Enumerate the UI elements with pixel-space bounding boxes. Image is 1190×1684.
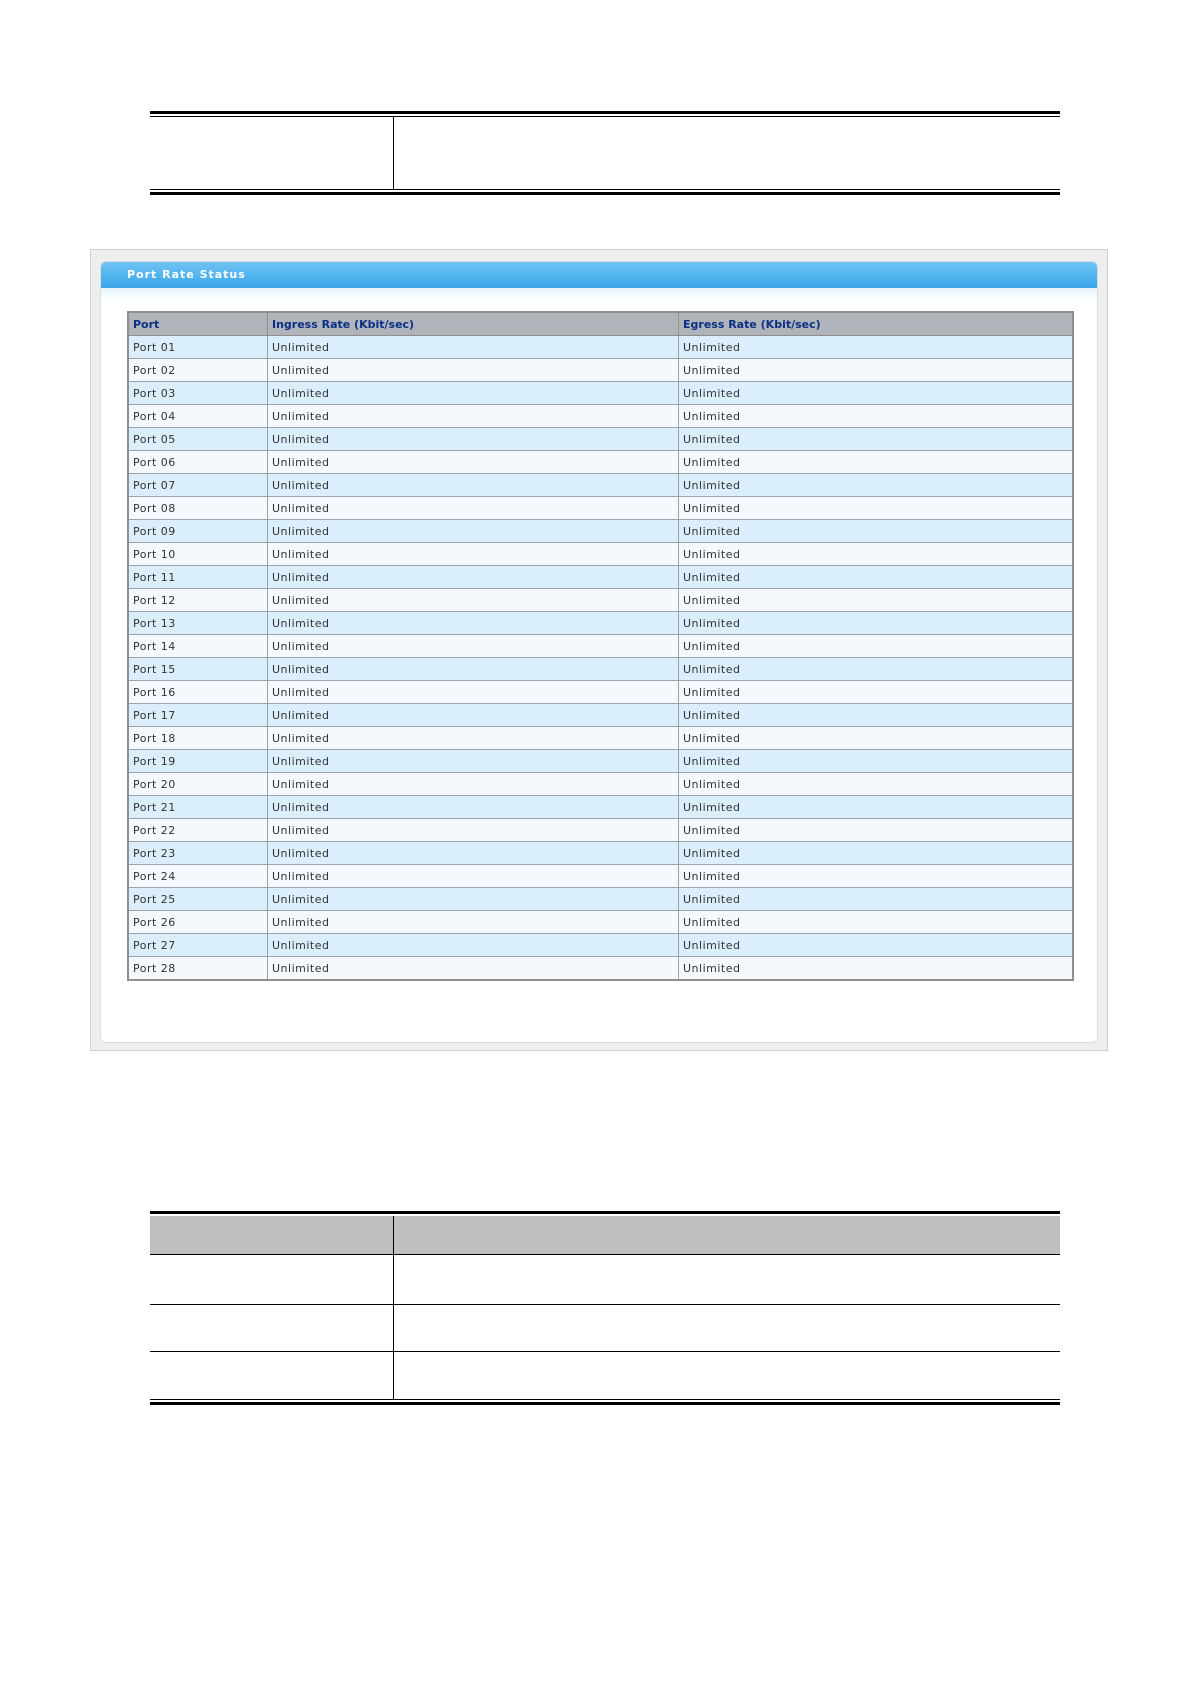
cell-ingress-rate: Unlimited — [268, 727, 679, 750]
table-row — [128, 382, 1073, 405]
cell-port: Port 28 — [128, 957, 268, 981]
cell-port: Port 09 — [128, 520, 268, 543]
cell-port: Port 22 — [128, 819, 268, 842]
cell-egress-rate: Unlimited — [679, 359, 1074, 382]
cell-egress-rate: Unlimited — [679, 819, 1074, 842]
cell-port: Port 25 — [128, 888, 268, 911]
table-row — [128, 819, 1073, 842]
cell-egress-rate: Unlimited — [679, 474, 1074, 497]
cell-port: Port 13 — [128, 612, 268, 635]
cell-port: Port 11 — [128, 566, 268, 589]
cell-port: Port 02 — [128, 359, 268, 382]
cell-egress-rate: Unlimited — [679, 888, 1074, 911]
cell-ingress-rate: Unlimited — [268, 543, 679, 566]
cell-port: Port 08 — [128, 497, 268, 520]
table-row — [128, 842, 1073, 865]
table-header-row — [128, 312, 1073, 336]
cell-ingress-rate: Unlimited — [268, 612, 679, 635]
table-row — [128, 451, 1073, 474]
port-rate-status-panel — [100, 261, 1098, 1043]
cell-egress-rate: Unlimited — [679, 589, 1074, 612]
cell-port: Port 21 — [128, 796, 268, 819]
table-rule — [150, 111, 1060, 114]
cell-egress-rate: Unlimited — [679, 750, 1074, 773]
cell-ingress-rate: Unlimited — [268, 635, 679, 658]
cell-port: Port 18 — [128, 727, 268, 750]
column-header-ingress-rate: Ingress Rate (Kbit/sec) — [268, 312, 679, 336]
table-rule — [150, 1211, 1060, 1214]
table-row — [128, 497, 1073, 520]
table-row — [128, 750, 1073, 773]
cell-egress-rate: Unlimited — [679, 543, 1074, 566]
cell-egress-rate: Unlimited — [679, 704, 1074, 727]
cell-port: Port 24 — [128, 865, 268, 888]
cell-egress-rate: Unlimited — [679, 842, 1074, 865]
column-header-egress-rate: Egress Rate (Kbit/sec) — [679, 312, 1074, 336]
cell-ingress-rate: Unlimited — [268, 474, 679, 497]
cell-ingress-rate: Unlimited — [268, 497, 679, 520]
cell-ingress-rate: Unlimited — [268, 405, 679, 428]
cell-ingress-rate: Unlimited — [268, 865, 679, 888]
table-row — [128, 658, 1073, 681]
cell-egress-rate: Unlimited — [679, 612, 1074, 635]
cell-port: Port 07 — [128, 474, 268, 497]
cell-port: Port 06 — [128, 451, 268, 474]
cell-ingress-rate: Unlimited — [268, 888, 679, 911]
cell-ingress-rate: Unlimited — [268, 566, 679, 589]
cell-port: Port 01 — [128, 336, 268, 359]
description-table-bottom — [150, 1211, 1060, 1406]
cell-port: Port 27 — [128, 934, 268, 957]
table-rule — [150, 116, 1060, 117]
cell-ingress-rate: Unlimited — [268, 382, 679, 405]
table-body — [128, 336, 1073, 981]
cell-egress-rate: Unlimited — [679, 796, 1074, 819]
table-row — [128, 589, 1073, 612]
port-rate-table — [127, 311, 1074, 981]
table-row — [128, 336, 1073, 359]
table-rule — [150, 192, 1060, 195]
cell-ingress-rate: Unlimited — [268, 428, 679, 451]
cell-ingress-rate: Unlimited — [268, 934, 679, 957]
table-row — [128, 635, 1073, 658]
table-rule — [150, 1399, 1060, 1400]
table-row — [128, 543, 1073, 566]
cell-port: Port 14 — [128, 635, 268, 658]
cell-port: Port 26 — [128, 911, 268, 934]
cell-egress-rate: Unlimited — [679, 497, 1074, 520]
cell-ingress-rate: Unlimited — [268, 819, 679, 842]
cell-ingress-rate: Unlimited — [268, 681, 679, 704]
cell-port: Port 15 — [128, 658, 268, 681]
cell-egress-rate: Unlimited — [679, 520, 1074, 543]
cell-port: Port 04 — [128, 405, 268, 428]
cell-port: Port 05 — [128, 428, 268, 451]
table-row — [128, 865, 1073, 888]
cell-ingress-rate: Unlimited — [268, 359, 679, 382]
port-rate-status-screenshot — [90, 249, 1108, 1051]
row-divider — [150, 1351, 1060, 1352]
cell-egress-rate: Unlimited — [679, 773, 1074, 796]
cell-port: Port 16 — [128, 681, 268, 704]
table-row — [128, 428, 1073, 451]
cell-ingress-rate: Unlimited — [268, 957, 679, 981]
table-rule — [150, 189, 1060, 190]
table-rule — [150, 1402, 1060, 1405]
table-row — [128, 405, 1073, 428]
row-divider — [150, 1304, 1060, 1305]
table-row — [128, 934, 1073, 957]
description-table-top — [150, 111, 1060, 196]
column-divider — [393, 1216, 394, 1399]
table-header-shade — [150, 1216, 1060, 1254]
panel-header — [101, 262, 1097, 289]
cell-egress-rate: Unlimited — [679, 865, 1074, 888]
cell-ingress-rate: Unlimited — [268, 589, 679, 612]
cell-port: Port 23 — [128, 842, 268, 865]
cell-port: Port 17 — [128, 704, 268, 727]
cell-egress-rate: Unlimited — [679, 382, 1074, 405]
cell-egress-rate: Unlimited — [679, 336, 1074, 359]
cell-egress-rate: Unlimited — [679, 727, 1074, 750]
cell-port: Port 03 — [128, 382, 268, 405]
table-row — [128, 474, 1073, 497]
cell-egress-rate: Unlimited — [679, 451, 1074, 474]
cell-egress-rate: Unlimited — [679, 681, 1074, 704]
table-row — [128, 911, 1073, 934]
cell-port: Port 19 — [128, 750, 268, 773]
table-row — [128, 704, 1073, 727]
cell-ingress-rate: Unlimited — [268, 704, 679, 727]
cell-port: Port 10 — [128, 543, 268, 566]
cell-ingress-rate: Unlimited — [268, 451, 679, 474]
table-row — [128, 681, 1073, 704]
column-header-port: Port — [128, 312, 268, 336]
cell-port: Port 12 — [128, 589, 268, 612]
cell-egress-rate: Unlimited — [679, 405, 1074, 428]
panel-title: Port Rate Status — [127, 268, 246, 281]
table-row — [128, 888, 1073, 911]
cell-egress-rate: Unlimited — [679, 911, 1074, 934]
cell-egress-rate: Unlimited — [679, 934, 1074, 957]
cell-egress-rate: Unlimited — [679, 957, 1074, 981]
cell-egress-rate: Unlimited — [679, 566, 1074, 589]
table-row — [128, 520, 1073, 543]
cell-egress-rate: Unlimited — [679, 635, 1074, 658]
cell-ingress-rate: Unlimited — [268, 520, 679, 543]
cell-ingress-rate: Unlimited — [268, 842, 679, 865]
table-row — [128, 359, 1073, 382]
table-row — [128, 957, 1073, 981]
cell-ingress-rate: Unlimited — [268, 750, 679, 773]
table-row — [128, 773, 1073, 796]
cell-ingress-rate: Unlimited — [268, 773, 679, 796]
cell-ingress-rate: Unlimited — [268, 658, 679, 681]
cell-ingress-rate: Unlimited — [268, 911, 679, 934]
column-divider — [393, 117, 394, 189]
row-divider — [150, 1254, 1060, 1255]
table-row — [128, 796, 1073, 819]
cell-egress-rate: Unlimited — [679, 658, 1074, 681]
cell-ingress-rate: Unlimited — [268, 336, 679, 359]
table-row — [128, 566, 1073, 589]
cell-port: Port 20 — [128, 773, 268, 796]
table-row — [128, 612, 1073, 635]
cell-ingress-rate: Unlimited — [268, 796, 679, 819]
table-row — [128, 727, 1073, 750]
cell-egress-rate: Unlimited — [679, 428, 1074, 451]
